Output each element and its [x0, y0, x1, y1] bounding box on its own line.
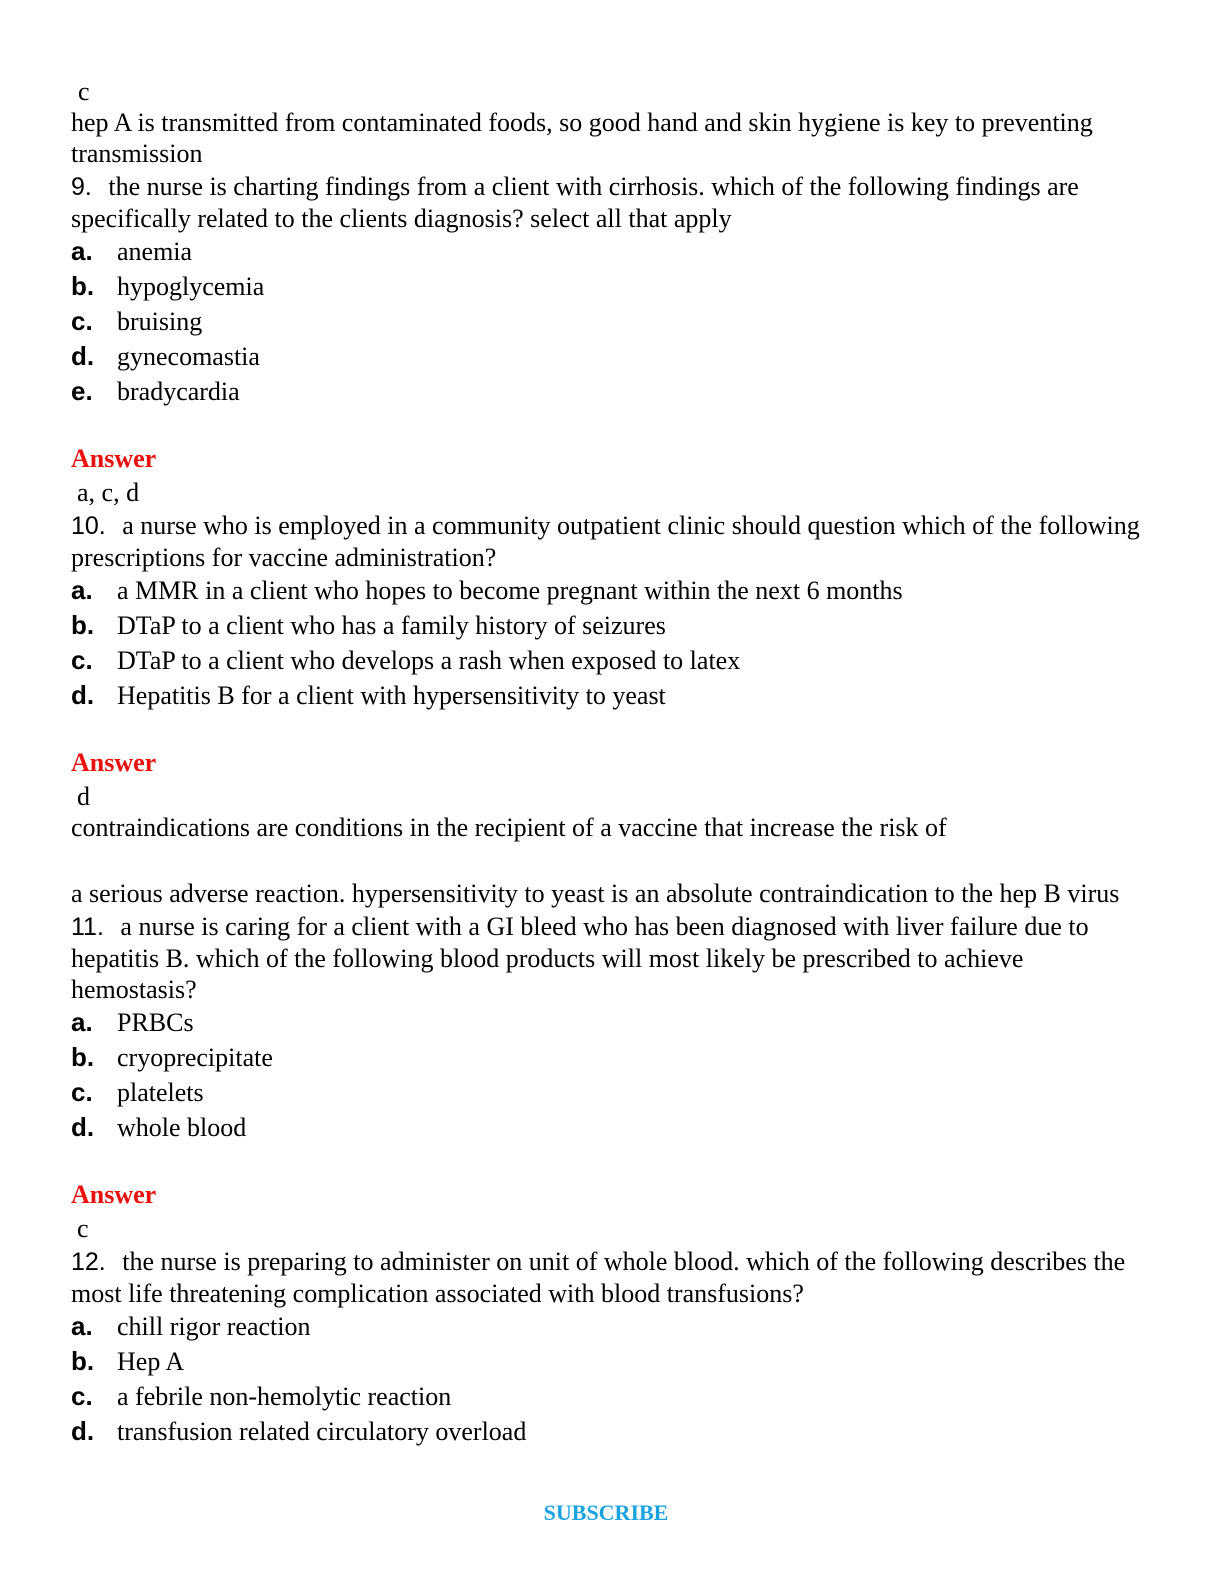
question-11	[71, 911, 1151, 1005]
option-d	[71, 1110, 1151, 1145]
answer-explanation-part-2: a serious adverse reaction. hypersensitivity to yeast is an absolute contraindication to the hep B virus	[71, 879, 1120, 908]
option-text: a MMR in a client who hopes to become pregnant within the next 6 months	[117, 576, 903, 605]
answer-value: d	[77, 782, 90, 811]
option-letter: b.	[71, 271, 95, 301]
document-page	[71, 76, 1151, 1449]
question-number: 10.	[71, 512, 106, 540]
option-b	[71, 1344, 1151, 1379]
option-text: bruising	[117, 307, 203, 336]
option-text: a febrile non-hemolytic reaction	[117, 1382, 452, 1411]
answer-value: a, c, d	[77, 478, 140, 507]
option-a	[71, 1309, 1151, 1344]
option-letter: e.	[71, 376, 93, 406]
option-letter: c.	[71, 1381, 93, 1411]
question-9	[71, 171, 1151, 234]
option-text: DTaP to a client who has a family history of seizures	[117, 611, 666, 640]
question-text: the nurse is preparing to administer on unit of whole blood. which of the following describes the most life threatening complication associated with blood transfusions?	[71, 1247, 1126, 1308]
option-letter: d.	[71, 680, 95, 710]
question-text: the nurse is charting findings from a client with cirrhosis. which of the following findings are specifically related to the clients diagnosis? select all that apply	[71, 172, 1079, 233]
previous-answer: c	[78, 77, 90, 106]
question-number: 12.	[71, 1248, 106, 1276]
question-text: a nurse who is employed in a community outpatient clinic should question which of the following prescriptions for vaccine administration?	[71, 511, 1140, 572]
option-text: Hep A	[117, 1347, 185, 1376]
option-letter: a.	[71, 1007, 93, 1037]
option-d	[71, 339, 1151, 374]
option-letter: d.	[71, 341, 95, 371]
option-letter: a.	[71, 236, 93, 266]
answer-explanation-part-1: contraindications are conditions in the recipient of a vaccine that increase the risk of	[71, 813, 947, 842]
option-letter: c.	[71, 306, 93, 336]
option-letter: b.	[71, 1346, 95, 1376]
option-a	[71, 573, 1151, 608]
option-text: whole blood	[117, 1113, 247, 1142]
option-letter: a.	[71, 575, 93, 605]
option-text: hypoglycemia	[117, 272, 265, 301]
option-letter: b.	[71, 610, 95, 640]
answer-value: c	[77, 1214, 89, 1243]
option-letter: d.	[71, 1112, 95, 1142]
spacer	[71, 843, 1151, 878]
option-a	[71, 1005, 1151, 1040]
answer-label: Answer	[71, 444, 157, 473]
option-text: platelets	[117, 1078, 204, 1107]
option-text: PRBCs	[117, 1008, 194, 1037]
option-d	[71, 678, 1151, 713]
answer-label: Answer	[71, 1180, 157, 1209]
option-letter: d.	[71, 1416, 95, 1446]
option-text: Hepatitis B for a client with hypersensitivity to yeast	[117, 681, 666, 710]
option-b	[71, 1040, 1151, 1075]
option-b	[71, 269, 1151, 304]
option-text: anemia	[117, 237, 193, 266]
option-c	[71, 304, 1151, 339]
option-b	[71, 608, 1151, 643]
option-text: chill rigor reaction	[117, 1312, 311, 1341]
question-number: 9.	[71, 173, 92, 201]
question-12	[71, 1246, 1151, 1309]
option-text: cryoprecipitate	[117, 1043, 273, 1072]
option-d	[71, 1414, 1151, 1449]
option-letter: a.	[71, 1311, 93, 1341]
subscribe-link[interactable]: SUBSCRIBE	[543, 1500, 669, 1525]
question-text: a nurse is caring for a client with a GI bleed who has been diagnosed with liver failure due to hepatitis B. which of the following blood products will most likely be prescribed to achieve hemostasis?	[71, 912, 1089, 1004]
question-number: 11.	[71, 913, 104, 941]
option-text: DTaP to a client who develops a rash when exposed to latex	[117, 646, 741, 675]
option-c	[71, 1379, 1151, 1414]
option-text: gynecomastia	[117, 342, 260, 371]
answer-label: Answer	[71, 748, 157, 777]
option-letter: c.	[71, 645, 93, 675]
question-10	[71, 510, 1151, 573]
option-text: transfusion related circulatory overload	[117, 1417, 527, 1446]
option-a	[71, 234, 1151, 269]
option-letter: b.	[71, 1042, 95, 1072]
option-c	[71, 1075, 1151, 1110]
previous-explanation: hep A is transmitted from contaminated foods, so good hand and skin hygiene is key to preventing transmission	[71, 108, 1093, 168]
option-text: bradycardia	[117, 377, 240, 406]
option-c	[71, 643, 1151, 678]
option-e	[71, 374, 1151, 409]
option-letter: c.	[71, 1077, 93, 1107]
